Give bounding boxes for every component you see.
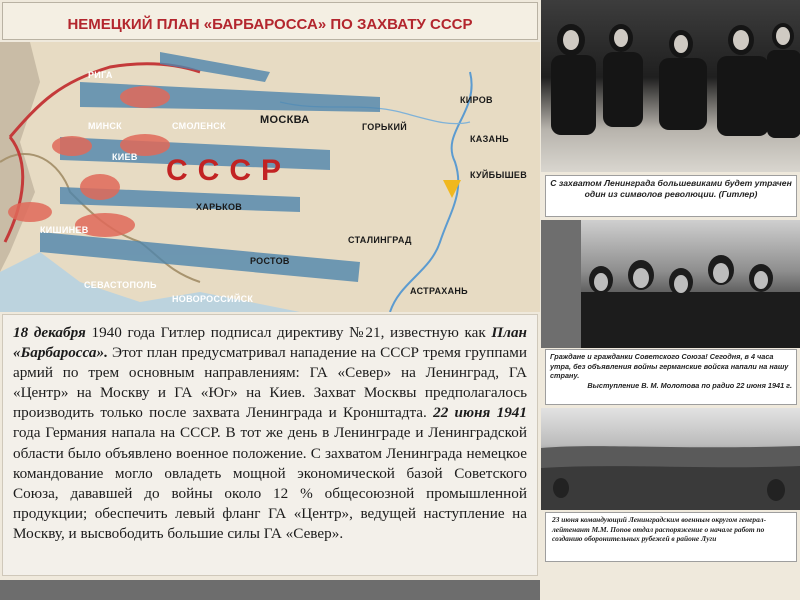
caption-popov-order — [545, 512, 797, 562]
city-kharkov: ХАРЬКОВ — [196, 202, 243, 212]
city-riga: РИГА — [88, 70, 113, 80]
city-kuibyshev: КУЙБЫШЕВ — [470, 170, 528, 180]
date-2: 22 июня 1941 — [433, 404, 527, 422]
city-rostov: РОСТОВ — [250, 256, 290, 266]
caption-hitler-quote — [545, 175, 797, 217]
photo-defense-works — [541, 408, 800, 510]
slide-title-text: НЕМЕЦКИЙ ПЛАН «БАРБАРОССА» ПО ЗАХВАТУ СССР — [67, 16, 473, 33]
city-astrakhan: АСТРАХАНЬ — [410, 286, 468, 296]
barbarossa-map — [0, 42, 540, 312]
ussr-label: СССР — [166, 154, 292, 187]
text-part-3: года Германия напала на СССР. В тот же день в Ленинграде и Ленинградской области было объявлено военное положение. С захватом Ленинграда немецкое командование могло овладеть мощной экономической базой Советского Союза, дававшей до войны около 12 % общесоюзной промышленной продукции; обеспечить левый фланг ГА «Центр», ведущей наступление на Москву, и высвободить большие силы ГА «Север». — [13, 424, 527, 542]
photo-3-graphic — [541, 408, 800, 510]
city-smolensk: СМОЛЕНСК — [172, 121, 226, 131]
slide-title — [2, 2, 538, 40]
city-novorossiysk: НОВОРОССИЙСК — [172, 294, 254, 304]
bottom-strip — [0, 580, 540, 600]
city-kiev: КИЕВ — [112, 152, 138, 162]
city-gorky: ГОРЬКИЙ — [362, 122, 407, 132]
caption-molotov — [545, 349, 797, 405]
main-text-panel — [2, 314, 538, 576]
photo-hitler-staff — [541, 0, 800, 172]
photo-crowd-radio — [541, 220, 800, 348]
city-kirov: КИРОВ — [460, 95, 493, 105]
date-1: 18 декабря — [13, 324, 86, 341]
plan-name: План «Барбаросса». — [13, 324, 527, 362]
photo-1-graphic — [541, 0, 800, 172]
city-kishinev: КИШИНЕВ — [40, 225, 89, 235]
city-sevastopol: СЕВАСТОПОЛЬ — [84, 280, 157, 290]
city-stalingrad: СТАЛИНГРАД — [348, 235, 412, 245]
text-part-1: 1940 года Гитлер подписал директиву №21, известную как — [85, 324, 492, 341]
city-moscow: МОСКВА — [260, 114, 310, 126]
caption-1-text: С захватом Ленинграда большевиками будет утрачен один из символов революции. (Гитлер) — [550, 178, 792, 199]
photo-2-graphic — [541, 220, 800, 348]
city-kazan: КАЗАНЬ — [470, 134, 509, 144]
city-minsk: МИНСК — [88, 121, 122, 131]
text-part-2: Этот план предусматривал нападение на СССР тремя группами армий по трем основным направлениям: ГА «Север» на Ленинград, ГА «Центр» на Москву и ГА «Юг» на Киев. Захват Москвы предполагалось производить только после захвата Ленинграда и Кронштадта. — [13, 344, 527, 422]
caption-2-signature: Выступление В. М. Молотова по радио 22 июня 1941 г. — [587, 380, 792, 390]
caption-2-text: Граждане и гражданки Советского Союза! Сегодня, в 4 часа утра, без объявления войны германские войска напали на нашу страну. — [550, 352, 789, 380]
caption-3-text: 23 июня командующий Ленинградским военным округом генерал-лейтенант М.М. Попов отдал распоряжение о начале работ по созданию оборонительных рубежей в районе Луги — [552, 515, 767, 544]
